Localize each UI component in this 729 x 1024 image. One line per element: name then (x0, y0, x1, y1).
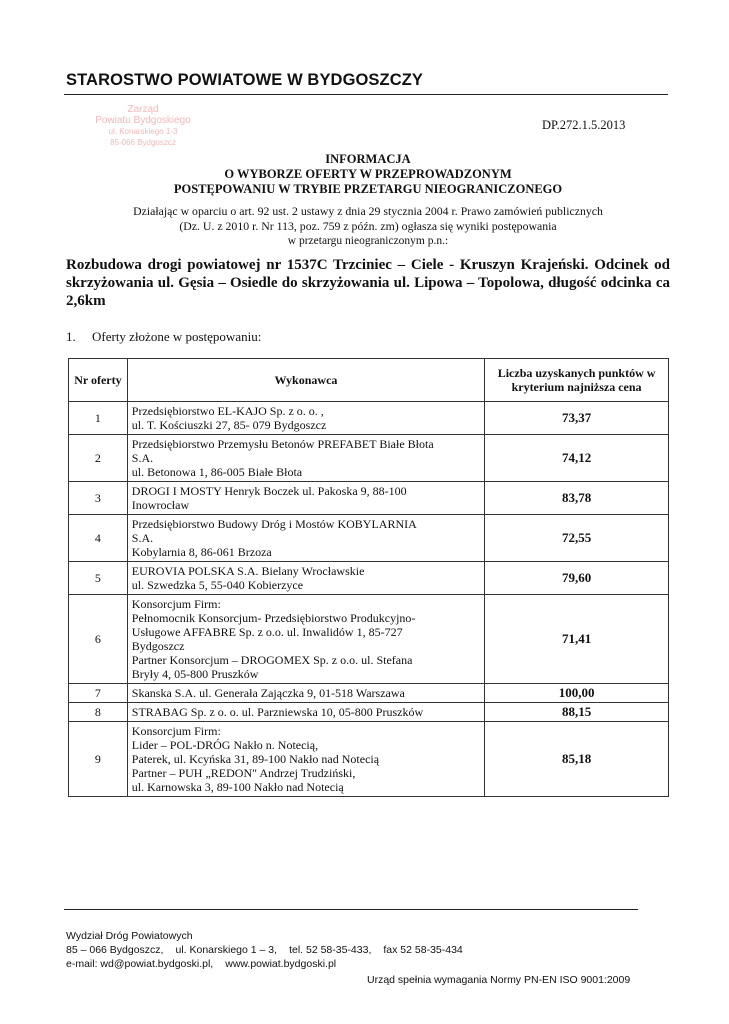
column-header-nr: Nr oferty (69, 359, 128, 402)
table-row (69, 435, 669, 482)
contractor-line: S.A. (131, 531, 154, 545)
table-row (69, 402, 669, 435)
contractor-cell (127, 722, 484, 797)
column-header-score-line: Liczba uzyskanych punktów w (497, 366, 656, 380)
tender-subject: Rozbudowa drogi powiatowej nr 1537C Trzciniec – Ciele - Kruszyn Krajeński. Odcinek od skrzyżowania ul. Gęsia – Osiedle do skrzyżowania ul. Lipowa – Topolowa, długość odcinka ca 2,6km (66, 257, 670, 309)
contractor-line: ul. Karnowska 3, 89-100 Nakło nad Notecią (131, 780, 344, 794)
legal-basis: (Dz. U. z 2010 r. Nr 113, poz. 759 z późn. zm) ogłasza się wyniki postępowania (179, 219, 557, 233)
contractor-cell (127, 402, 484, 435)
score-value: 71,41 (485, 595, 669, 684)
contractor-line: Przedsiębiorstwo EL-KAJO Sp. z o. o. , (131, 404, 324, 418)
footer-department: Wydział Dróg Powiatowych (66, 930, 193, 942)
offer-number: 2 (69, 435, 128, 482)
contractor-line: EUROVIA POLSKA S.A. Bielany Wrocławskie (131, 564, 365, 578)
legal-basis: w przetargu nieograniczonym p.n.: (287, 235, 449, 247)
footer-web-line (66, 957, 463, 971)
contractor-line: DROGI I MOSTY Henryk Boczek ul. Pakoska 9, 88-100 (131, 484, 407, 498)
score-value: 72,55 (485, 515, 669, 562)
footer-phone: tel. 52 58-35-433, (289, 944, 372, 956)
offer-number: 1 (69, 402, 128, 435)
footer-street: ul. Konarskiego 1 – 3, (175, 944, 278, 956)
footer-contact (66, 929, 463, 971)
contractor-cell (127, 703, 484, 722)
offer-number: 7 (69, 684, 128, 703)
contractor-line: Partner Konsorcjum – DROGOMEX Sp. z o.o. ul. Stefana (131, 653, 413, 667)
contractor-line: STRABAG Sp. z o. o. ul. Parzniewska 10, 05-800 Pruszków (131, 705, 424, 719)
offer-number: 8 (69, 703, 128, 722)
contractor-line: Pełnomocnik Konsorcjum- Przedsiębiorstwo Produkcyjno- (131, 611, 416, 625)
contractor-cell (127, 515, 484, 562)
column-header-score (485, 359, 669, 402)
contractor-line: Bydgoszcz (131, 639, 185, 653)
contractor-cell (127, 595, 484, 684)
contractor-line: Skanska S.A. ul. Generała Zajączka 9, 01-518 Warszawa (131, 686, 405, 700)
header-divider (64, 94, 668, 95)
contractor-line: Kobylarnia 8, 86-061 Brzoza (131, 545, 272, 559)
contractor-line: Konsorcjum Firm: (131, 724, 221, 738)
section-number: 1. (66, 329, 76, 344)
contractor-line: ul. Betonowa 1, 86-005 Białe Błota (131, 465, 303, 479)
offers-table (68, 358, 669, 797)
score-value: 85,18 (485, 722, 669, 797)
table-row (69, 684, 669, 703)
column-header-contractor: Wykonawca (127, 359, 484, 402)
document-heading: POSTĘPOWANIU W TRYBIE PRZETARGU NIEOGRANICZONEGO (173, 182, 563, 196)
footer-address-line (66, 943, 463, 957)
contractor-line: Paterek, ul. Kcyńska 31, 89-100 Nakło nad Notecią (131, 752, 380, 766)
footer-divider (64, 909, 638, 910)
contractor-line: Inowrocław (131, 498, 190, 512)
table-row (69, 703, 669, 722)
contractor-line: Bryły 4, 05-800 Pruszków (131, 667, 259, 681)
score-value: 83,78 (485, 482, 669, 515)
score-value: 73,37 (485, 402, 669, 435)
table-row (69, 482, 669, 515)
stamp-line: Powiatu Bydgoskiego (95, 115, 191, 126)
score-value: 79,60 (485, 562, 669, 595)
reference-number: DP.272.1.5.2013 (542, 118, 626, 132)
stamp-line: 85-066 Bydgoszcz (110, 138, 176, 147)
contractor-line: ul. Szwedzka 5, 55-040 Kobierzyce (131, 578, 304, 592)
contractor-line: Przedsiębiorstwo Budowy Dróg i Mostów KOBYLARNIA (131, 517, 417, 531)
footer-city: 85 – 066 Bydgoszcz, (66, 944, 164, 956)
table-row (69, 722, 669, 797)
document-heading: O WYBORZE OFERTY W PRZEPROWADZONYM (224, 167, 512, 181)
contractor-cell (127, 684, 484, 703)
footer-email: e-mail: wd@powiat.bydgoski.pl, (66, 958, 214, 970)
contractor-cell (127, 562, 484, 595)
offer-number: 3 (69, 482, 128, 515)
table-row (69, 562, 669, 595)
score-value: 74,12 (485, 435, 669, 482)
contractor-line: S.A. (131, 451, 154, 465)
office-stamp (78, 104, 208, 148)
contractor-line: Przedsiębiorstwo Przemysłu Betonów PREFABET Białe Błota (131, 437, 434, 451)
institution-header: STAROSTWO POWIATOWE W BYDGOSZCZY (66, 71, 424, 89)
column-header-score-line: kryterium najniższa cena (511, 380, 642, 394)
document-heading: INFORMACJA (325, 152, 411, 166)
footer-website: www.powiat.bydgoski.pl (225, 958, 337, 970)
score-value: 100,00 (485, 684, 669, 703)
contractor-line: Usługowe AFFABRE Sp. z o.o. ul. Inwalidów 1, 85-727 (131, 625, 403, 639)
offer-number: 4 (69, 515, 128, 562)
section-title (66, 329, 261, 345)
offer-number: 9 (69, 722, 128, 797)
section-label: Oferty złożone w postępowaniu: (92, 329, 262, 344)
table-row (69, 595, 669, 684)
table-header-row (69, 359, 669, 402)
contractor-line: ul. T. Kościuszki 27, 85- 079 Bydgoszcz (131, 418, 327, 432)
offer-number: 5 (69, 562, 128, 595)
contractor-line: Konsorcjum Firm: (131, 597, 221, 611)
quality-certification-note: Urząd spełnia wymagania Normy PN-EN ISO 9001:2009 (367, 974, 631, 986)
footer-fax: fax 52 58-35-434 (383, 944, 463, 956)
contractor-cell (127, 482, 484, 515)
legal-basis: Działając w oparciu o art. 92 ust. 2 ustawy z dnia 29 stycznia 2004 r. Prawo zamówień publicznych (133, 204, 603, 218)
table-row (69, 515, 669, 562)
stamp-line: ul. Konarskiego 1-3 (108, 127, 178, 136)
contractor-line: Lider – POL-DRÓG Nakło n. Notecią, (131, 738, 319, 752)
offer-number: 6 (69, 595, 128, 684)
score-value: 88,15 (485, 703, 669, 722)
stamp-line: Zarząd (127, 104, 159, 115)
contractor-line: Partner – PUH „REDON" Andrzej Trudziński, (131, 766, 356, 780)
contractor-cell (127, 435, 484, 482)
